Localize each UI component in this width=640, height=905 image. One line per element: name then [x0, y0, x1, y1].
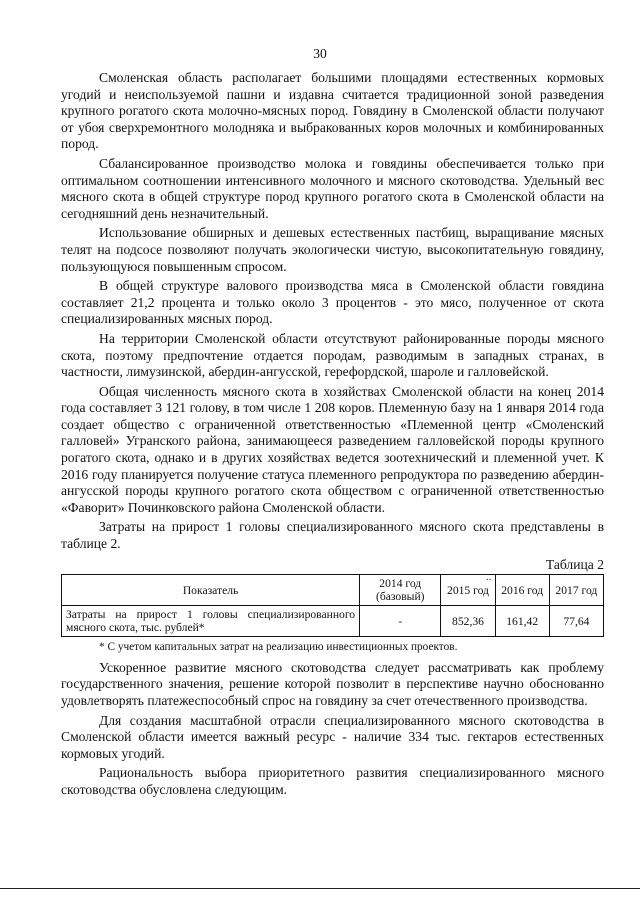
paragraph-9: Для создания масштабной отрасли специализированного мясного скотоводства в Смоленской области имеется важный ресурс - наличие 334 тыс. гектаров естественных кормовых угодий. — [61, 712, 604, 761]
paragraph-1: Смоленская область располагает большими площадями естественных кормовых угодий и неиспользуемой пашни и издавна считается традиционной зоной разведения крупного рогатого скота молочно-мясных пород. Говядину в Смоленской области получают от убоя сверхремонтного молодняка и выбракованных коров молочных и комбинированных пород. — [61, 70, 604, 152]
cell-2015: 852,36 — [441, 606, 495, 637]
paragraph-4: В общей структуре валового производства мяса в Смоленской области говядина составляет 21,2 процента и только около 3 процентов - это мясо, полученное от скота специализированных мясных пород. — [61, 278, 604, 327]
header-2015: 2015 год — [441, 575, 495, 606]
paragraph-7: Затраты на прирост 1 головы специализированного мясного скота представлены в таблице 2. — [61, 519, 604, 552]
page-bottom-rule — [0, 888, 640, 889]
table-caption: Таблица 2 — [545, 556, 604, 572]
costs-table — [61, 574, 604, 637]
header-indicator: Показатель — [62, 575, 360, 606]
table-header-row — [62, 575, 604, 606]
cell-2017: 77,64 — [549, 606, 603, 637]
paragraph-5: На территории Смоленской области отсутствуют районированные породы мясного скота, поэтому предпочтение отдается породам, разводимым в западных странах, в частности, лимузинской, абердин-ангусской, герефордской, шароле и галловейской. — [61, 330, 604, 380]
cell-2014: - — [360, 606, 441, 637]
paragraph-2: Сбалансированное производство молока и говядины обеспечивается только при оптимальном соотношении интенсивного молочного и мясного скотоводства. Удельный вес мясного скота в общей структуре пород крупного рогатого скота в Смоленской области на сегодняшний день незначительный. — [61, 155, 604, 221]
header-2017: 2017 год — [549, 575, 603, 606]
paragraph-3: Использование обширных и дешевых естественных пастбищ, выращивание мясных телят на подсосе позволяют получать экологически чистую, высокопитательную говядину, пользующуюся повышенным спросом. — [61, 225, 604, 274]
document-body — [61, 70, 604, 802]
table-row — [62, 606, 604, 637]
page-number: 30 — [313, 46, 327, 61]
table-footnote: * С учетом капитальных затрат на реализацию инвестиционных проектов. — [99, 641, 458, 654]
paragraph-8: Ускоренное развитие мясного скотоводства следует рассматривать как проблему государственного значения, решение которой позволит в перспективе научно обоснованно удовлетворять платежеспособный спрос на говядину за счет отечественного производства. — [61, 659, 604, 708]
header-2014: 2014 год (базовый) — [360, 575, 441, 606]
cell-2016: 161,42 — [495, 606, 549, 637]
cell-indicator: Затраты на прирост 1 головы специализированного мясного скота, тыс. рублей* — [62, 606, 360, 637]
stray-mark: .. — [486, 571, 492, 583]
header-2016: 2016 год — [495, 575, 549, 606]
paragraph-10: Рациональность выбора приоритетного развития специализированного мясного скотоводства обусловлена следующим. — [61, 765, 604, 797]
paragraph-6: Общая численность мясного скота в хозяйствах Смоленской области на конец 2014 года составляет 3 121 голову, в том числе 1 208 коров. Племенную базу на 1 января 2014 года создает общество с ограниченной ответственностью «Племенной центр «Смоленский галловей» Угранского района, занимающееся разведением галловейской породы крупного рогатого скота, однако и в других хозяйствах ведется зоотехнический и племенной учет. К 2016 году планируется получение статуса племенного репродуктора по разведению абердин-ангусской породы крупного рогатого скота обществом с ограниченной ответственностью «Фаворит» Починковского района Смоленской области. — [61, 383, 604, 515]
